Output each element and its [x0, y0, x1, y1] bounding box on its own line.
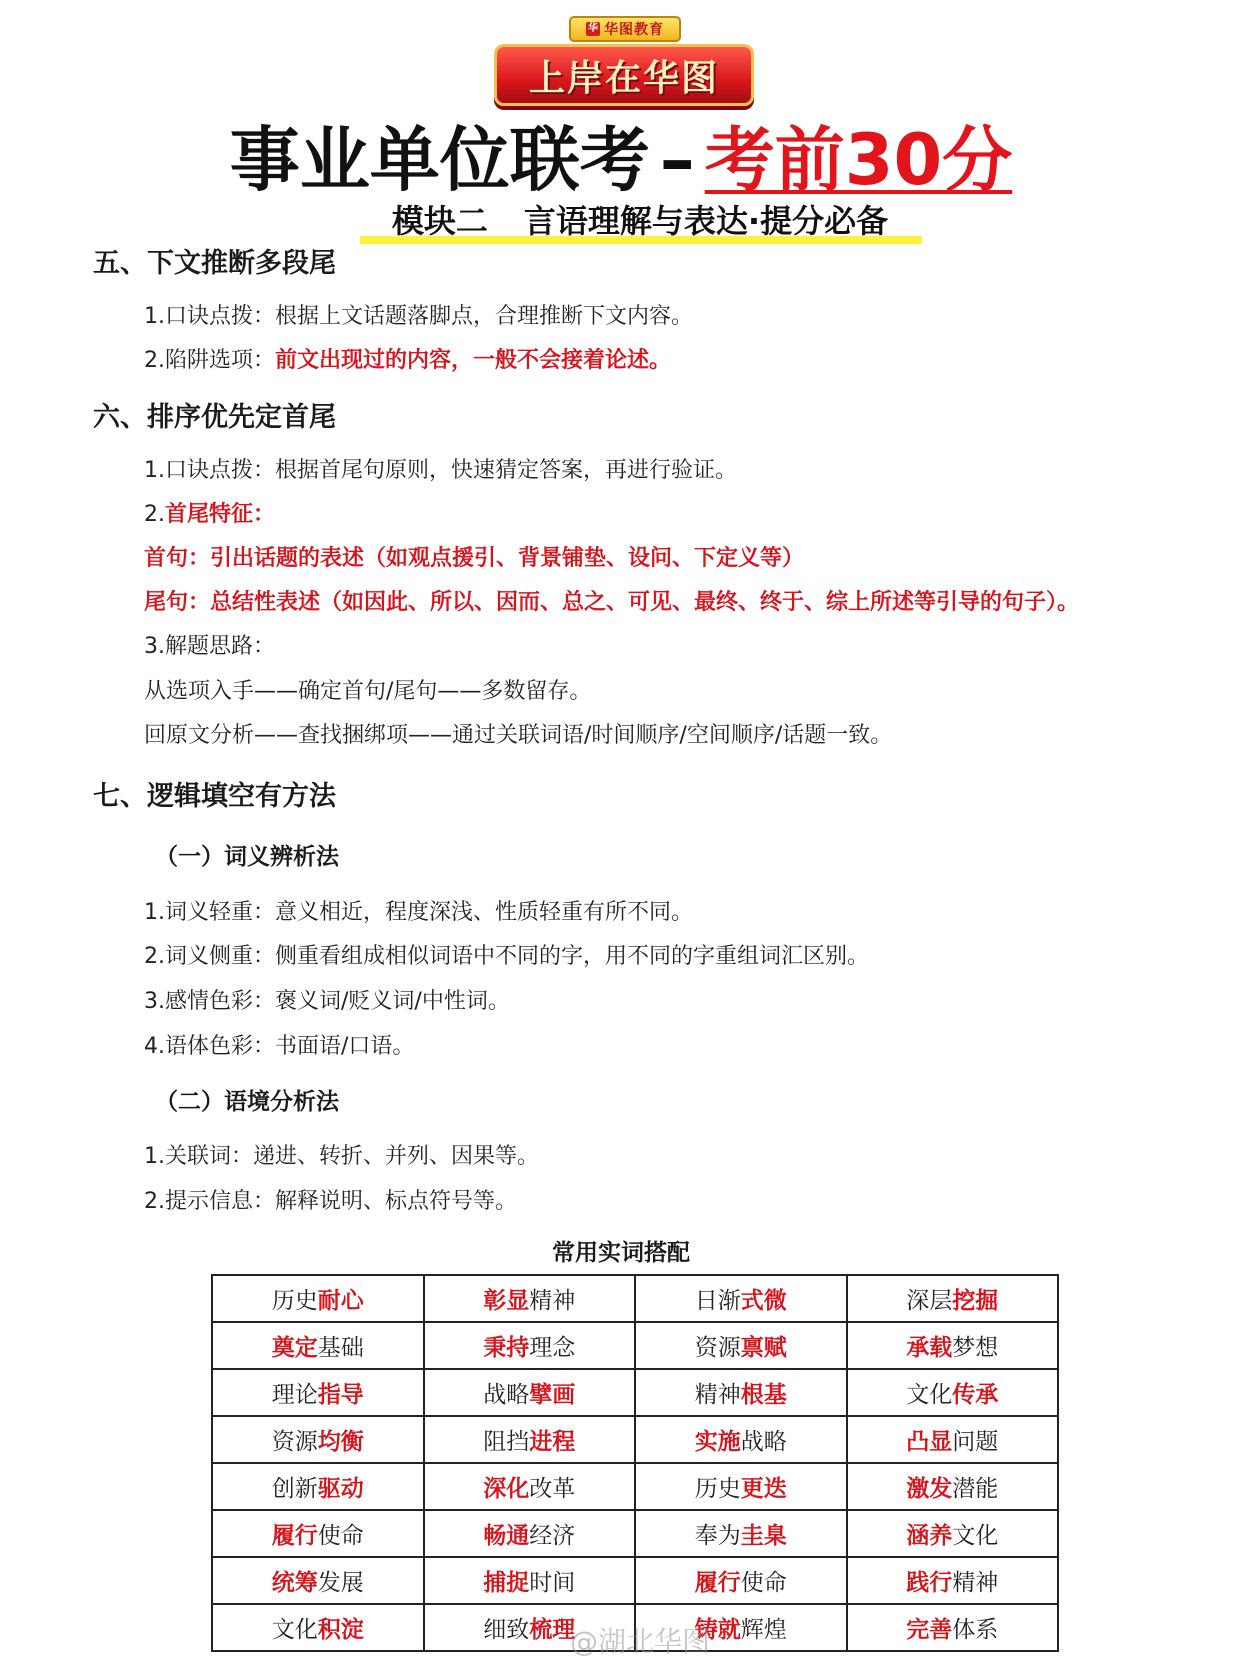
table-cell: [424, 1322, 636, 1369]
cell-red-text: 统筹: [271, 1570, 318, 1596]
s6-line-3: 首句：引出话题的表述（如观点援引、背景铺垫、设问、下定义等）: [144, 546, 805, 571]
subtitle-module: 模块二: [391, 202, 488, 240]
cell-red-text: 实施: [694, 1429, 741, 1455]
cell-red-text: 涵养: [906, 1523, 953, 1549]
cell-red-text: 梳理: [529, 1617, 576, 1643]
cell-red-text: 积淀: [317, 1617, 364, 1643]
table-cell: [212, 1463, 424, 1510]
cell-post-text: 基础: [317, 1335, 364, 1361]
table-cell: [424, 1510, 636, 1557]
table-cell: [847, 1322, 1059, 1369]
cell-red-text: 奠定: [271, 1335, 318, 1361]
table-row: [212, 1463, 1058, 1510]
cell-red-text: 捕捉: [483, 1570, 530, 1596]
table-cell: [212, 1510, 424, 1557]
table-cell: [635, 1510, 847, 1557]
cell-post-text: 体系: [952, 1617, 999, 1643]
huatu-mark-icon: 华: [588, 23, 598, 34]
cell-pre-text: 细致: [483, 1617, 530, 1643]
s7-a-line-4: 4.语体色彩：书面语/口语。: [144, 1034, 415, 1059]
cell-red-text: 传承: [952, 1382, 999, 1408]
cell-pre-text: 阻挡: [483, 1429, 530, 1455]
table-cell: [847, 1463, 1059, 1510]
table-cell: [212, 1275, 424, 1322]
cell-red-text: 根基: [740, 1382, 787, 1408]
cell-post-text: 使命: [317, 1523, 364, 1549]
cell-red-text: 彰显: [483, 1288, 530, 1314]
cell-pre-text: 历史: [271, 1288, 318, 1314]
table-cell: [635, 1275, 847, 1322]
cell-post-text: 改革: [529, 1476, 576, 1502]
cell-red-text: 践行: [906, 1570, 953, 1596]
cell-pre-text: 理论: [271, 1382, 318, 1408]
table-row: [212, 1557, 1058, 1604]
cell-pre-text: 历史: [694, 1476, 741, 1502]
table-cell: [635, 1416, 847, 1463]
logo-banner: [494, 44, 754, 106]
cell-pre-text: 日渐: [694, 1288, 741, 1314]
s6-line-7: 回原文分析——查找捆绑项——通过关联词语/时间顺序/空间顺序/话题一致。: [144, 723, 893, 748]
cell-post-text: 精神: [529, 1288, 576, 1314]
table-cell: [847, 1275, 1059, 1322]
logo-slogan: 上岸在华图: [528, 57, 719, 99]
table-cell: [424, 1369, 636, 1416]
cell-red-text: 驱动: [317, 1476, 364, 1502]
s5-line-2-red: 前文出现过的内容，一般不会接着论述。: [275, 348, 672, 373]
cell-post-text: 经济: [529, 1523, 576, 1549]
cell-red-text: 耐心: [317, 1288, 364, 1314]
section-heading-6: 六、排序优先定首尾: [93, 402, 336, 433]
table-row: [212, 1275, 1058, 1322]
logo-brand: 华图教育: [604, 22, 664, 38]
cell-red-text: 畅通: [483, 1523, 530, 1549]
word-collocation-table: [211, 1274, 1059, 1652]
s7-subheading-1: （一）词义辨析法: [155, 844, 339, 870]
logo-tag: [569, 16, 681, 42]
cell-red-text: 更迭: [740, 1476, 787, 1502]
cell-pre-text: 资源: [694, 1335, 741, 1361]
cell-red-text: 禀赋: [740, 1335, 787, 1361]
cell-pre-text: 深层: [906, 1288, 953, 1314]
cell-red-text: 履行: [271, 1523, 318, 1549]
cell-red-text: 均衡: [317, 1429, 364, 1455]
cell-pre-text: 文化: [271, 1617, 318, 1643]
cell-red-text: 擘画: [529, 1382, 576, 1408]
logo: [0, 14, 1242, 114]
s5-line-2-label: 2.陷阱选项：: [144, 348, 275, 373]
table-cell: [424, 1275, 636, 1322]
cell-pre-text: 奉为: [694, 1523, 741, 1549]
table-row: [212, 1510, 1058, 1557]
s5-line-2: [144, 343, 671, 374]
s7-subheading-2: （二）语境分析法: [155, 1089, 339, 1115]
section-heading-7: 七、逻辑填空有方法: [93, 781, 336, 812]
cell-red-text: 挖掘: [952, 1288, 999, 1314]
table-cell: [847, 1416, 1059, 1463]
title-highlight: 考前30分: [704, 119, 1013, 201]
table-cell: [847, 1557, 1059, 1604]
s7-b-line-1: 1.关联词：递进、转折、并列、因果等。: [144, 1144, 539, 1169]
table-cell: [635, 1557, 847, 1604]
cell-red-text: 承载: [906, 1335, 953, 1361]
table-title: 常用实词搭配: [552, 1240, 690, 1266]
s7-a-line-2: 2.词义侧重：侧重看组成相似词语中不同的字，用不同的字重组词汇区别。: [144, 944, 869, 969]
cell-pre-text: 精神: [694, 1382, 741, 1408]
cell-post-text: 时间: [529, 1570, 576, 1596]
table-row: [212, 1322, 1058, 1369]
s6-line-2-num: 2.: [144, 502, 165, 527]
table-cell: [635, 1369, 847, 1416]
cell-post-text: 问题: [952, 1429, 999, 1455]
s6-line-6: 从选项入手——确定首句/尾句——多数留存。: [144, 679, 592, 704]
cell-pre-text: 文化: [906, 1382, 953, 1408]
s6-line-5: 3.解题思路：: [144, 634, 275, 659]
subtitle-topic: 言语理解与表达·提分必备: [523, 202, 889, 240]
table-cell: [212, 1369, 424, 1416]
cell-red-text: 完善: [906, 1617, 953, 1643]
cell-post-text: 发展: [317, 1570, 364, 1596]
cell-pre-text: 创新: [271, 1476, 318, 1502]
cell-red-text: 秉持: [483, 1335, 530, 1361]
title-dash: –: [659, 119, 695, 201]
cell-red-text: 式微: [740, 1288, 787, 1314]
table-cell: [212, 1416, 424, 1463]
table-cell: [424, 1557, 636, 1604]
cell-red-text: 圭臬: [740, 1523, 787, 1549]
s6-line-1: 1.口诀点拨：根据首尾句原则，快速猜定答案，再进行验证。: [144, 458, 737, 483]
title-main: 事业单位联考: [229, 119, 650, 201]
page-title: [0, 118, 1242, 202]
cell-post-text: 精神: [952, 1570, 999, 1596]
cell-red-text: 激发: [906, 1476, 953, 1502]
cell-post-text: 理念: [529, 1335, 576, 1361]
s7-b-line-2: 2.提示信息：解释说明、标点符号等。: [144, 1189, 517, 1214]
table-cell: [212, 1322, 424, 1369]
cell-post-text: 文化: [952, 1523, 999, 1549]
cell-red-text: 深化: [483, 1476, 530, 1502]
table-cell: [635, 1322, 847, 1369]
cell-red-text: 指导: [317, 1382, 364, 1408]
cell-red-text: 进程: [529, 1429, 576, 1455]
table-cell: [212, 1604, 424, 1651]
s7-a-line-3: 3.感情色彩：褒义词/贬义词/中性词。: [144, 989, 510, 1014]
table-row: [212, 1416, 1058, 1463]
table-cell: [635, 1463, 847, 1510]
subtitle: [360, 200, 920, 242]
cell-post-text: 战略: [740, 1429, 787, 1455]
table-cell: [424, 1463, 636, 1510]
s6-line-2-red: 首尾特征：: [165, 502, 276, 527]
s5-line-1: 1.口诀点拨：根据上文话题落脚点，合理推断下文内容。: [144, 304, 693, 329]
cell-red-text: 履行: [694, 1570, 741, 1596]
table-cell: [847, 1510, 1059, 1557]
s6-line-2: [144, 497, 275, 528]
table-row: [212, 1369, 1058, 1416]
cell-pre-text: 资源: [271, 1429, 318, 1455]
table-cell: [424, 1416, 636, 1463]
section-heading-5: 五、下文推断多段尾: [93, 248, 336, 279]
table-cell: [212, 1557, 424, 1604]
cell-red-text: 凸显: [906, 1429, 953, 1455]
cell-red-text: 铸就: [694, 1617, 741, 1643]
watermark: @湖北华图: [570, 1625, 711, 1658]
s6-line-4: 尾句：总结性表述（如因此、所以、因而、总之、可见、最终、终于、综上所述等引导的句子）。: [144, 590, 1080, 615]
table-cell: [847, 1369, 1059, 1416]
s7-a-line-1: 1.词义轻重：意义相近，程度深浅、性质轻重有所不同。: [144, 900, 693, 925]
cell-post-text: 梦想: [952, 1335, 999, 1361]
table-cell: [847, 1604, 1059, 1651]
cell-post-text: 辉煌: [740, 1617, 787, 1643]
cell-pre-text: 战略: [483, 1382, 530, 1408]
cell-post-text: 潜能: [952, 1476, 999, 1502]
cell-post-text: 使命: [740, 1570, 787, 1596]
